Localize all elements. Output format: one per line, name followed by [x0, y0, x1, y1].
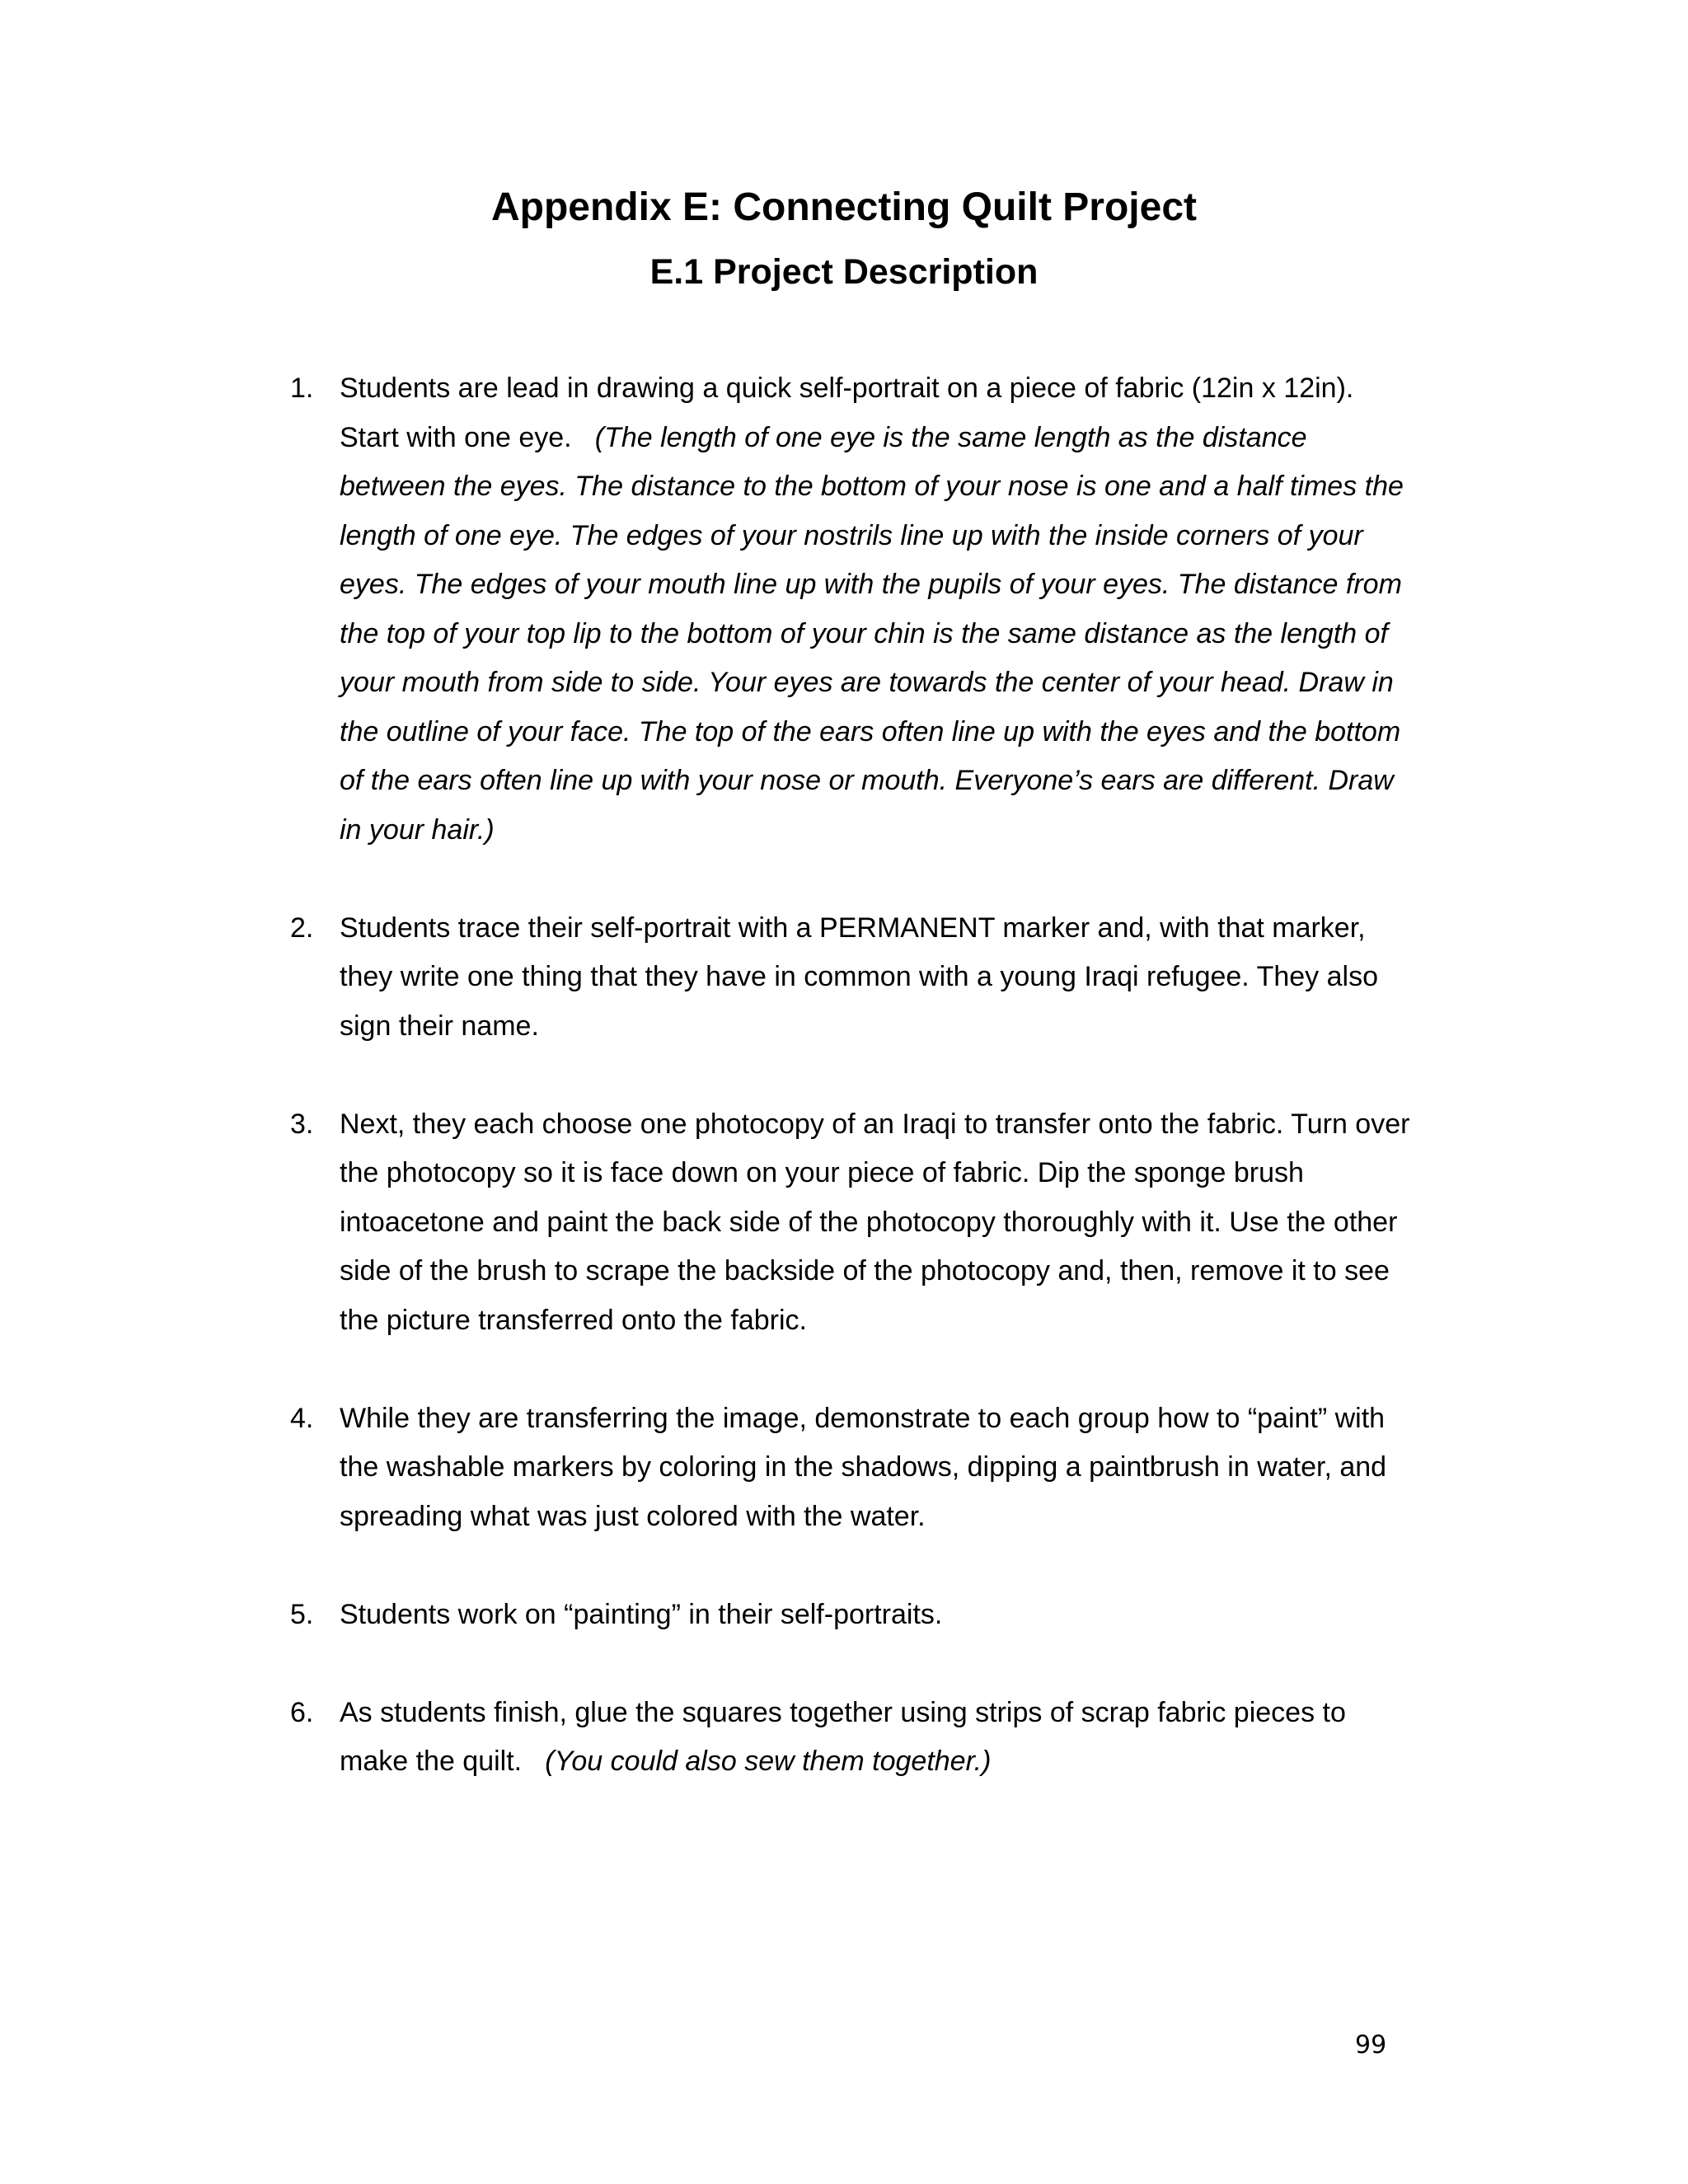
list-item-step-5: [290, 1591, 1411, 1640]
section-heading: E.1 Project Description: [649, 252, 1039, 292]
step-number: 4.: [290, 1402, 314, 1434]
list-item-step-4: [290, 1394, 1411, 1542]
step-text: Students are lead in drawing a quick self-portrait on a piece of fabric (12in x 12in). Start with one eye.: [340, 373, 1354, 453]
step-text: Students trace their self-portrait with a PERMANENT marker and, with that marker, they write one thing that they have in common with a young Iraqi refugee. They also sign their name.: [340, 912, 1378, 1042]
step-number: 2.: [290, 912, 314, 944]
step-number: 1.: [290, 373, 314, 404]
step-note: (You could also sew them together.): [545, 1746, 992, 1777]
step-number: 5.: [290, 1598, 314, 1630]
list-item-step-2: [290, 904, 1411, 1052]
step-number: 6.: [290, 1696, 314, 1728]
list-item-step-1: [290, 364, 1411, 855]
page-title: Appendix E: Connecting Quilt Project: [490, 185, 1198, 229]
list-item-step-3: [290, 1100, 1411, 1346]
step-note: (The length of one eye is the same length as the distance between the eyes. The distance to the bottom of your nose is one and a half times the length of one eye. The edges of your nostrils line up with the inside corners of your eyes. The edges of your mouth line up with the pupils of your eyes. The distance from the top of your top lip to the bottom of your chin is the same distance as the length of your mouth from side to side. Your eyes are towards the center of your head. Draw in the outline of your face. The top of the ears often line up with the eyes and the bottom of the ears often line up with your nose or mouth. Everyone’s ears are different. Draw in your hair.): [340, 421, 1404, 846]
step-text: As students finish, glue the squares together using strips of scrap fabric pieces to make the quilt.: [340, 1696, 1346, 1777]
step-text: While they are transferring the image, demonstrate to each group how to “paint” with the washable markers by coloring in the shadows, dipping a paintbrush in water, and spreading what was just colored with the water.: [340, 1402, 1387, 1532]
list-item-step-6: [290, 1689, 1411, 1787]
step-text: Students work on “painting” in their self-portraits.: [340, 1598, 943, 1630]
step-list: [290, 364, 1411, 1835]
step-text: Next, they each choose one photocopy of an Iraqi to transfer onto the fabric. Turn over the photocopy so it is face down on your piece of fabric. Dip the sponge brush intoacetone and paint the back side of the photocopy thoroughly with it. Use the other side of the brush to scrape the backside of the photocopy and, then, remove it to see the picture transferred onto the fabric.: [340, 1108, 1410, 1336]
page-number: 99: [1355, 2031, 1387, 2060]
step-number: 3.: [290, 1108, 314, 1140]
